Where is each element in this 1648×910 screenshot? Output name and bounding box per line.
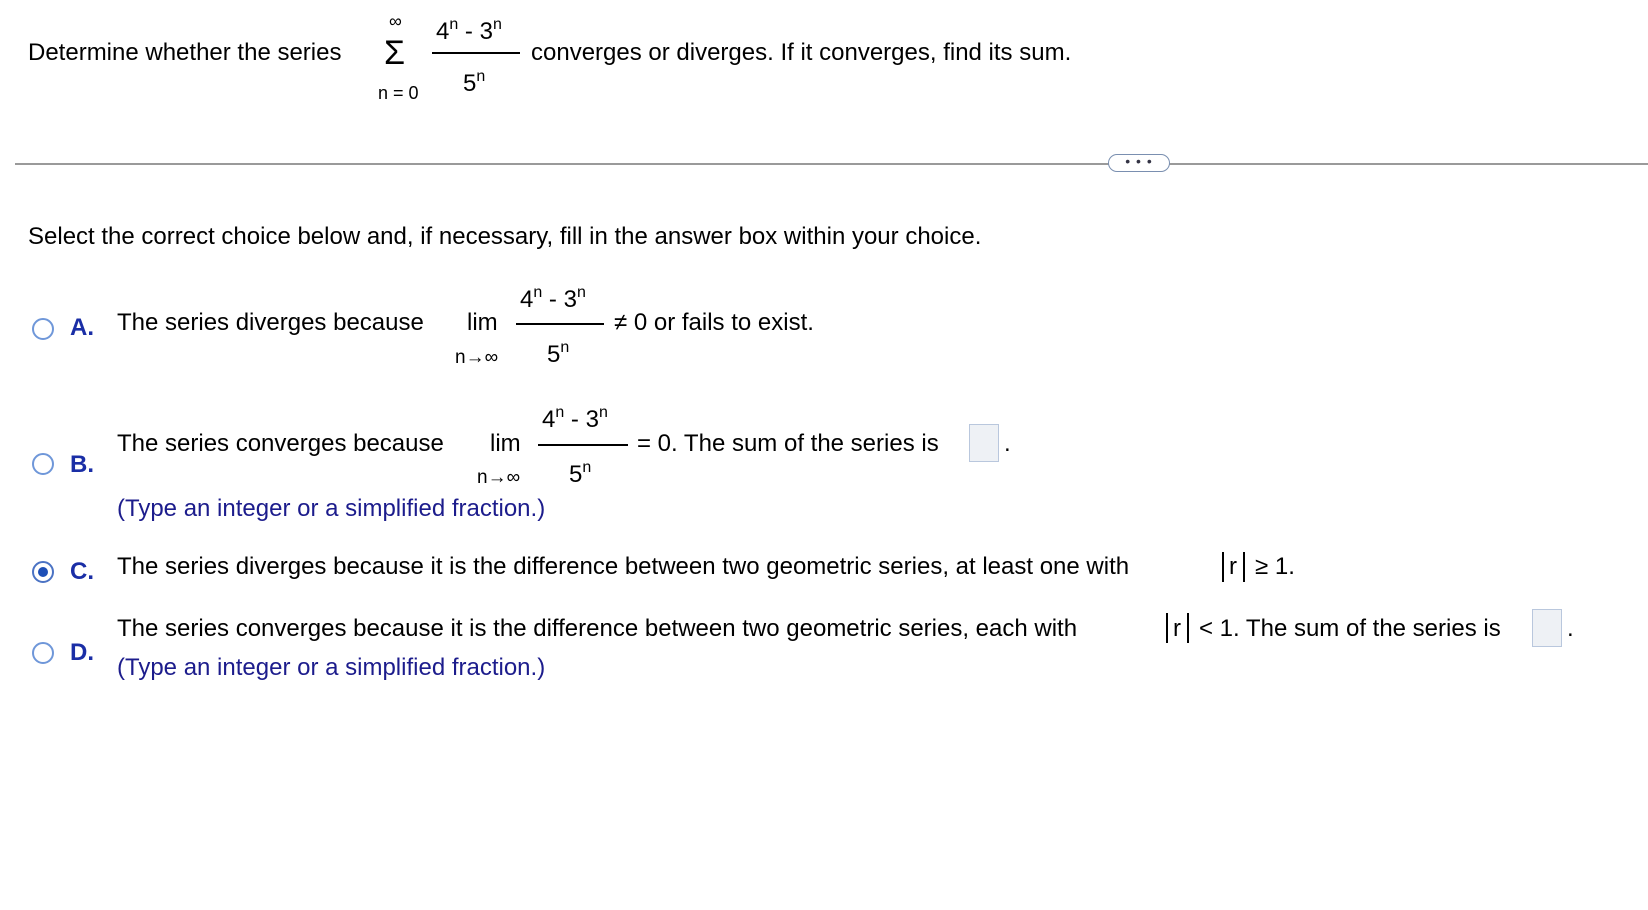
- choice-a-fraction-bar: [516, 323, 604, 325]
- choice-d-radio[interactable]: [32, 642, 54, 664]
- instruction-text: Select the correct choice below and, if necessary, fill in the answer box within your choice.: [28, 223, 982, 250]
- choice-d-abs-left: [1166, 613, 1168, 643]
- sum-upper-limit: ∞: [389, 11, 402, 31]
- choice-d-tail: < 1. The sum of the series is: [1199, 615, 1501, 642]
- choice-d-letter: D.: [70, 639, 94, 666]
- choice-c-text: The series diverges because it is the difference between two geometric series, at least one with: [117, 553, 1130, 580]
- choice-b-lim-sub: n→∞: [477, 467, 521, 488]
- choice-d-r: r: [1173, 615, 1181, 642]
- choice-c-abs-right: [1243, 552, 1245, 582]
- choice-b-text: The series converges because: [117, 430, 444, 457]
- series-fraction-bar: [432, 52, 520, 54]
- series-numerator: 4$^n$ - 3$^n$: [436, 16, 502, 45]
- more-options-button[interactable]: • • •: [1108, 154, 1170, 172]
- sigma-symbol: Σ: [384, 34, 406, 72]
- choice-d-hint: (Type an integer or a simplified fraction.): [117, 654, 546, 681]
- choice-c-letter: C.: [70, 558, 94, 585]
- choice-b-radio[interactable]: [32, 453, 54, 475]
- choice-b-hint: (Type an integer or a simplified fraction.): [117, 495, 546, 522]
- choice-d-answer-box[interactable]: [1532, 609, 1562, 647]
- choice-a-lim-sub: n→∞: [455, 347, 499, 368]
- question-suffix: converges or diverges. If it converges, find its sum.: [531, 39, 1072, 66]
- choice-b-period: .: [1004, 430, 1011, 457]
- choice-d-text: The series converges because it is the difference between two geometric series, each with: [117, 615, 1078, 642]
- choice-b-fraction-bar: [538, 444, 628, 446]
- choice-d-period: .: [1567, 615, 1574, 642]
- choice-a-numerator: 4$^n$ - 3$^n$: [520, 284, 586, 313]
- choice-b-letter: B.: [70, 451, 94, 478]
- choice-c-abs-left: [1222, 552, 1224, 582]
- choice-c-tail: ≥ 1.: [1255, 553, 1295, 580]
- choice-b-lim: lim: [490, 430, 521, 457]
- choice-a-text: The series diverges because: [117, 309, 424, 336]
- choice-b-numerator: 4$^n$ - 3$^n$: [542, 404, 608, 433]
- sum-lower-limit: n = 0: [378, 83, 419, 103]
- series-denominator: 5$^n$: [463, 68, 486, 97]
- choice-c-radio-dot: [38, 567, 48, 577]
- choice-a-letter: A.: [70, 314, 94, 341]
- choice-b-tail: = 0. The sum of the series is: [637, 430, 939, 457]
- question-prefix: Determine whether the series: [28, 39, 342, 66]
- choice-d-abs-right: [1187, 613, 1189, 643]
- choice-a-denominator: 5$^n$: [547, 339, 570, 368]
- choice-a-radio[interactable]: [32, 318, 54, 340]
- section-divider: [15, 163, 1648, 165]
- choice-c-r: r: [1229, 553, 1237, 580]
- choice-b-answer-box[interactable]: [969, 424, 999, 462]
- choice-c-radio[interactable]: [32, 561, 54, 583]
- choice-a-tail: ≠ 0 or fails to exist.: [614, 309, 814, 336]
- choice-b-denominator: 5$^n$: [569, 459, 592, 488]
- choice-a-lim: lim: [467, 309, 498, 336]
